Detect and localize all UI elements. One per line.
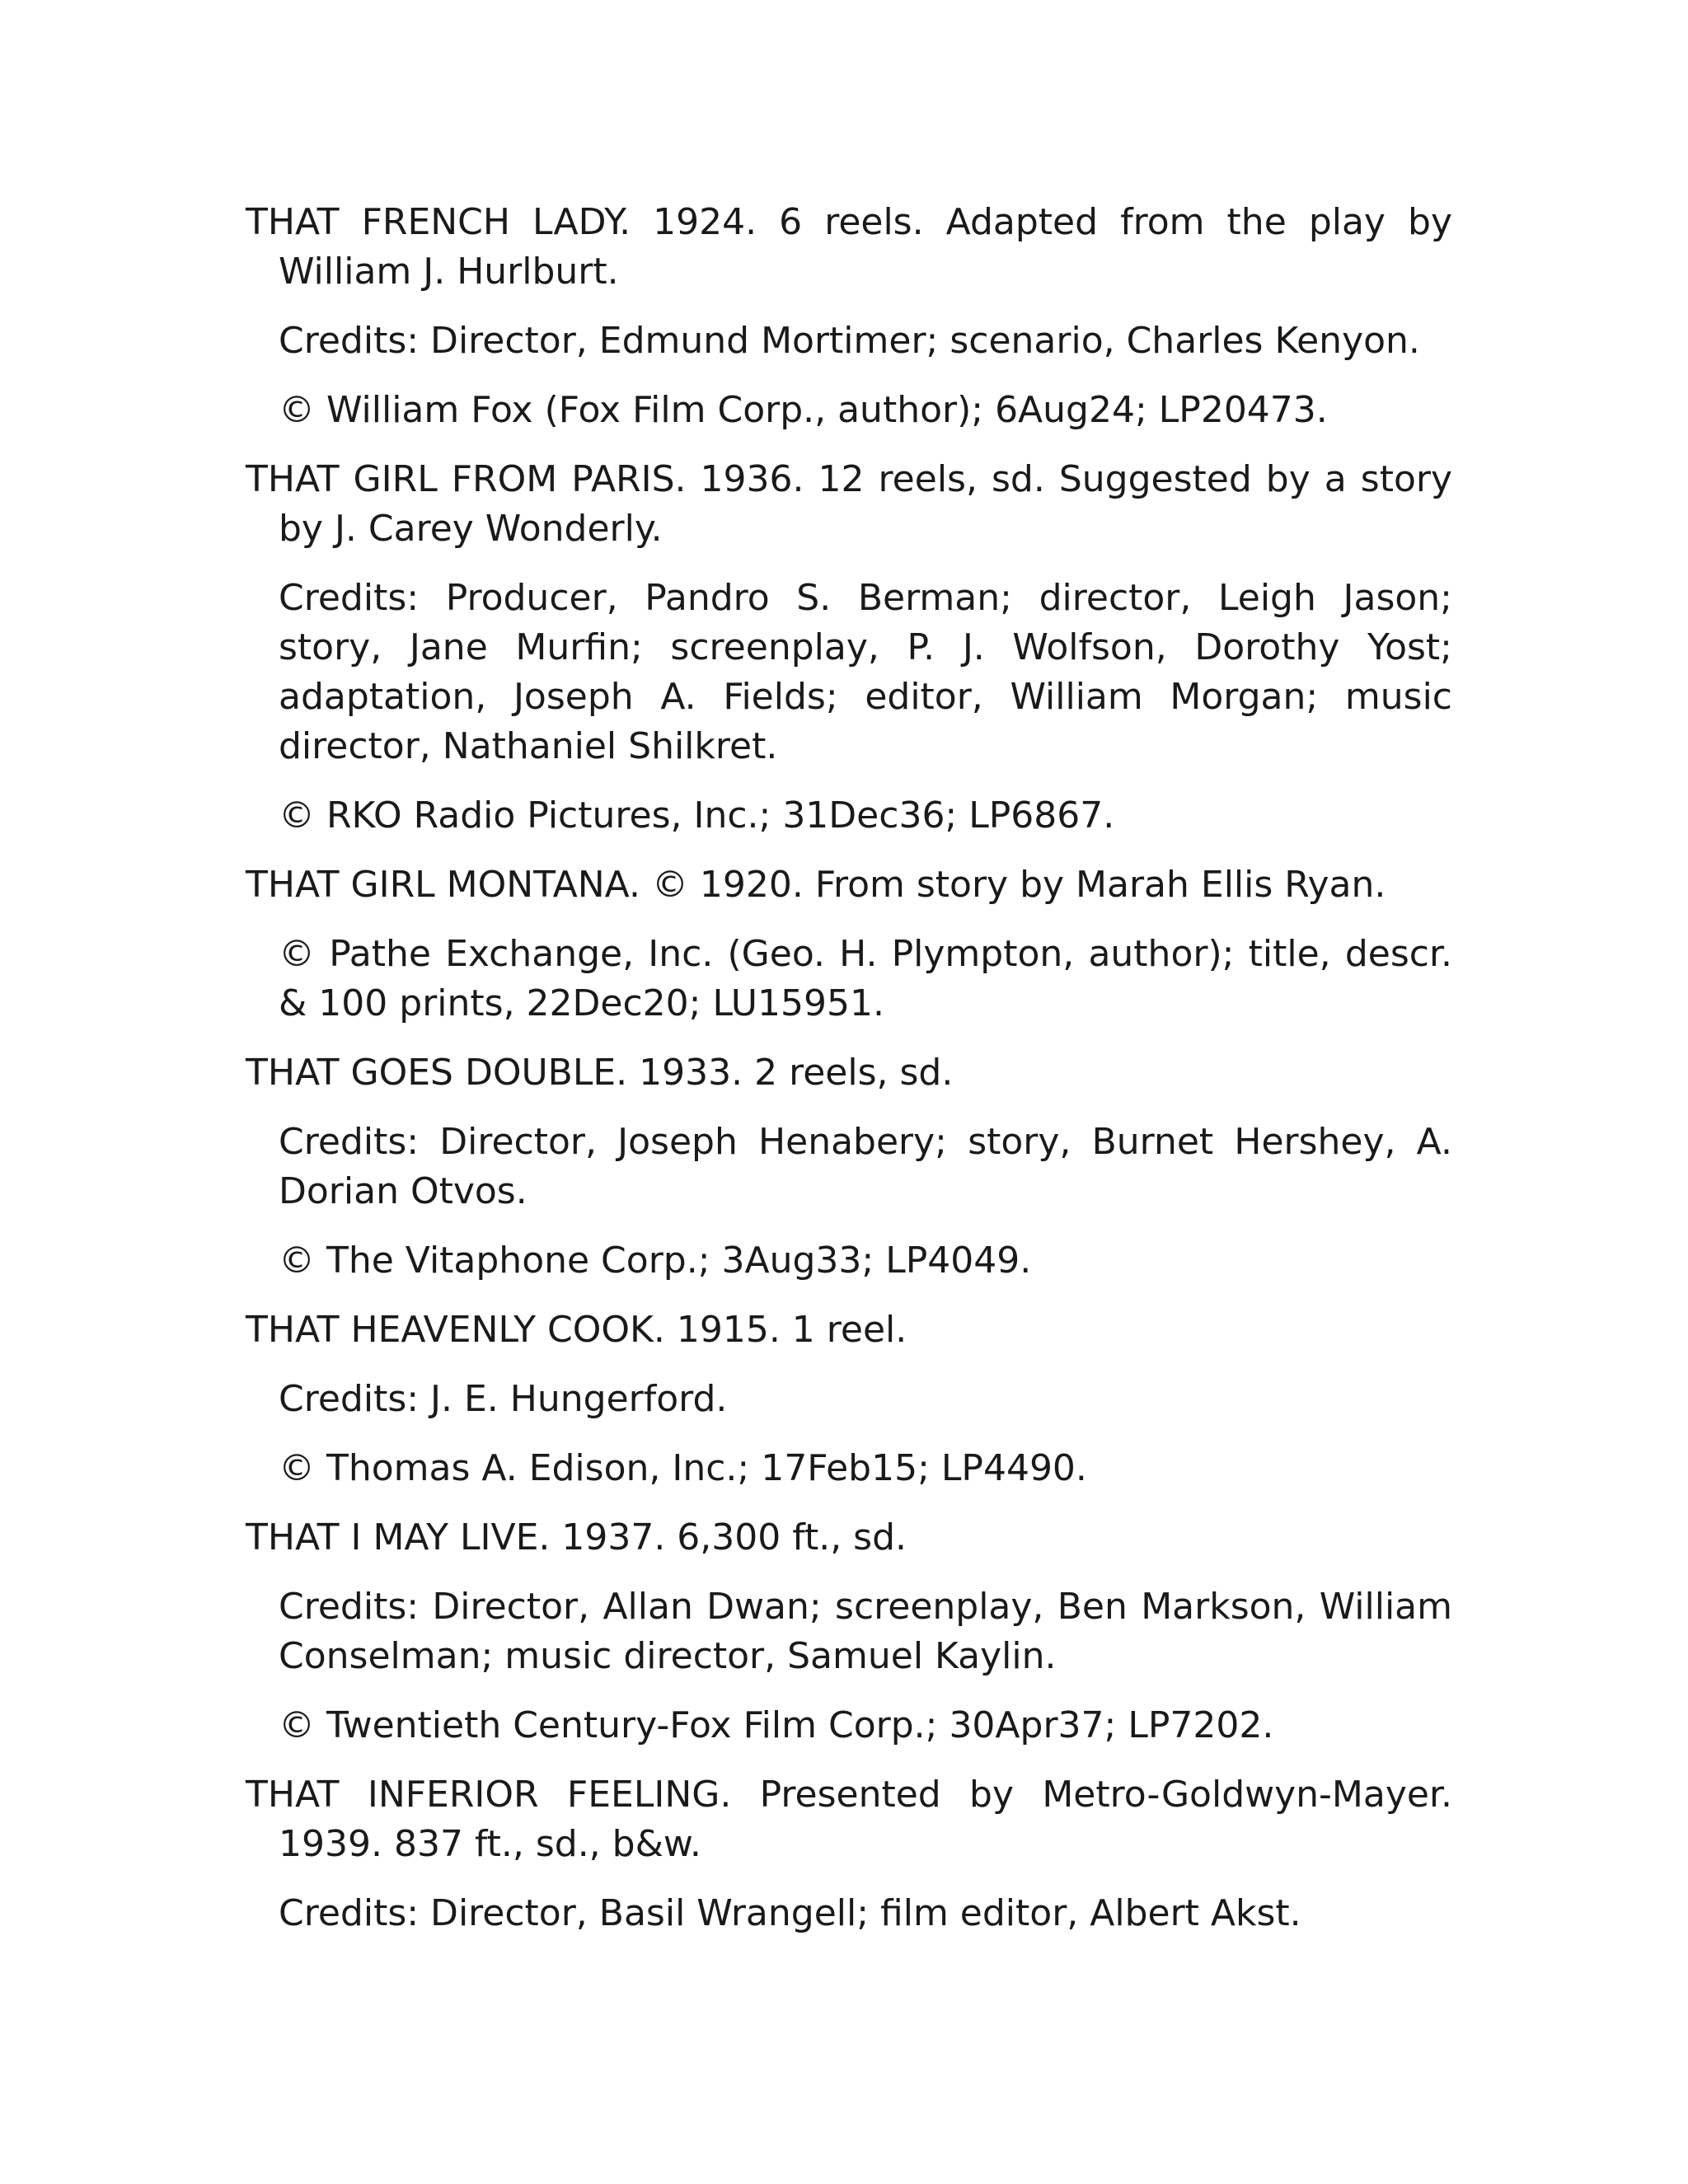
entry-copyright: © RKO Radio Pictures, Inc.; 31Dec36; LP6867.: [279, 794, 1115, 837]
catalog-entry: [246, 1513, 1452, 1750]
catalog-entry: [246, 1770, 1452, 1938]
entry-heading: THAT HEAVENLY COOK. 1915. 1 reel.: [246, 1309, 907, 1351]
entry-heading: THAT GIRL FROM PARIS. 1936. 12 reels, sd. Suggested by a story by J. Carey Wonderly.: [246, 458, 1452, 550]
entry-copyright: © William Fox (Fox Film Corp., author); 6Aug24; LP20473.: [279, 389, 1328, 431]
entry-copyright: © The Vitaphone Corp.; 3Aug33; LP4049.: [279, 1240, 1032, 1282]
entry-copyright: © Pathe Exchange, Inc. (Geo. H. Plympton, author); title, descr. & 100 prints, 22Dec20; LU15951.: [279, 933, 1452, 1024]
entry-heading: THAT FRENCH LADY. 1924. 6 reels. Adapted from the play by William J. Hurlburt.: [246, 201, 1452, 293]
entry-heading: THAT GOES DOUBLE. 1933. 2 reels, sd.: [246, 1052, 954, 1094]
catalog-entry: [246, 198, 1452, 435]
entry-credits: Credits: Director, Edmund Mortimer; scenario, Charles Kenyon.: [279, 320, 1420, 362]
catalog-entry: [246, 1305, 1452, 1493]
entry-copyright: © Twentieth Century-Fox Film Corp.; 30Apr37; LP7202.: [279, 1704, 1274, 1746]
entry-credits: Credits: J. E. Hungerford.: [279, 1378, 728, 1420]
entry-heading: THAT INFERIOR FEELING. Presented by Metro-Goldwyn-Mayer. 1939. 837 ft., sd., b&w.: [246, 1774, 1452, 1865]
entry-credits: Credits: Director, Basil Wrangell; film editor, Albert Akst.: [279, 1892, 1301, 1934]
catalog-entry: [246, 455, 1452, 841]
entry-heading: THAT I MAY LIVE. 1937. 6,300 ft., sd.: [246, 1516, 907, 1558]
entry-credits: Credits: Director, Allan Dwan; screenplay, Ben Markson, William Conselman; music director, Samuel Kaylin.: [279, 1586, 1452, 1677]
catalog-entry: [246, 1048, 1452, 1286]
entry-copyright: © Thomas A. Edison, Inc.; 17Feb15; LP4490.: [279, 1447, 1087, 1489]
entry-credits: Credits: Director, Joseph Henabery; story, Burnet Hershey, A. Dorian Otvos.: [279, 1121, 1452, 1212]
catalog-page: [246, 198, 1452, 1938]
entry-credits: Credits: Producer, Pandro S. Berman; director, Leigh Jason; story, Jane Murfin; screenplay, P. J. Wolfson, Dorothy Yost; adaptation, Joseph A. Fields; editor, William Morgan; music director, Nathaniel Shilkret.: [279, 577, 1452, 767]
entry-heading: THAT GIRL MONTANA. © 1920. From story by Marah Ellis Ryan.: [246, 864, 1386, 906]
catalog-entry: [246, 860, 1452, 1029]
